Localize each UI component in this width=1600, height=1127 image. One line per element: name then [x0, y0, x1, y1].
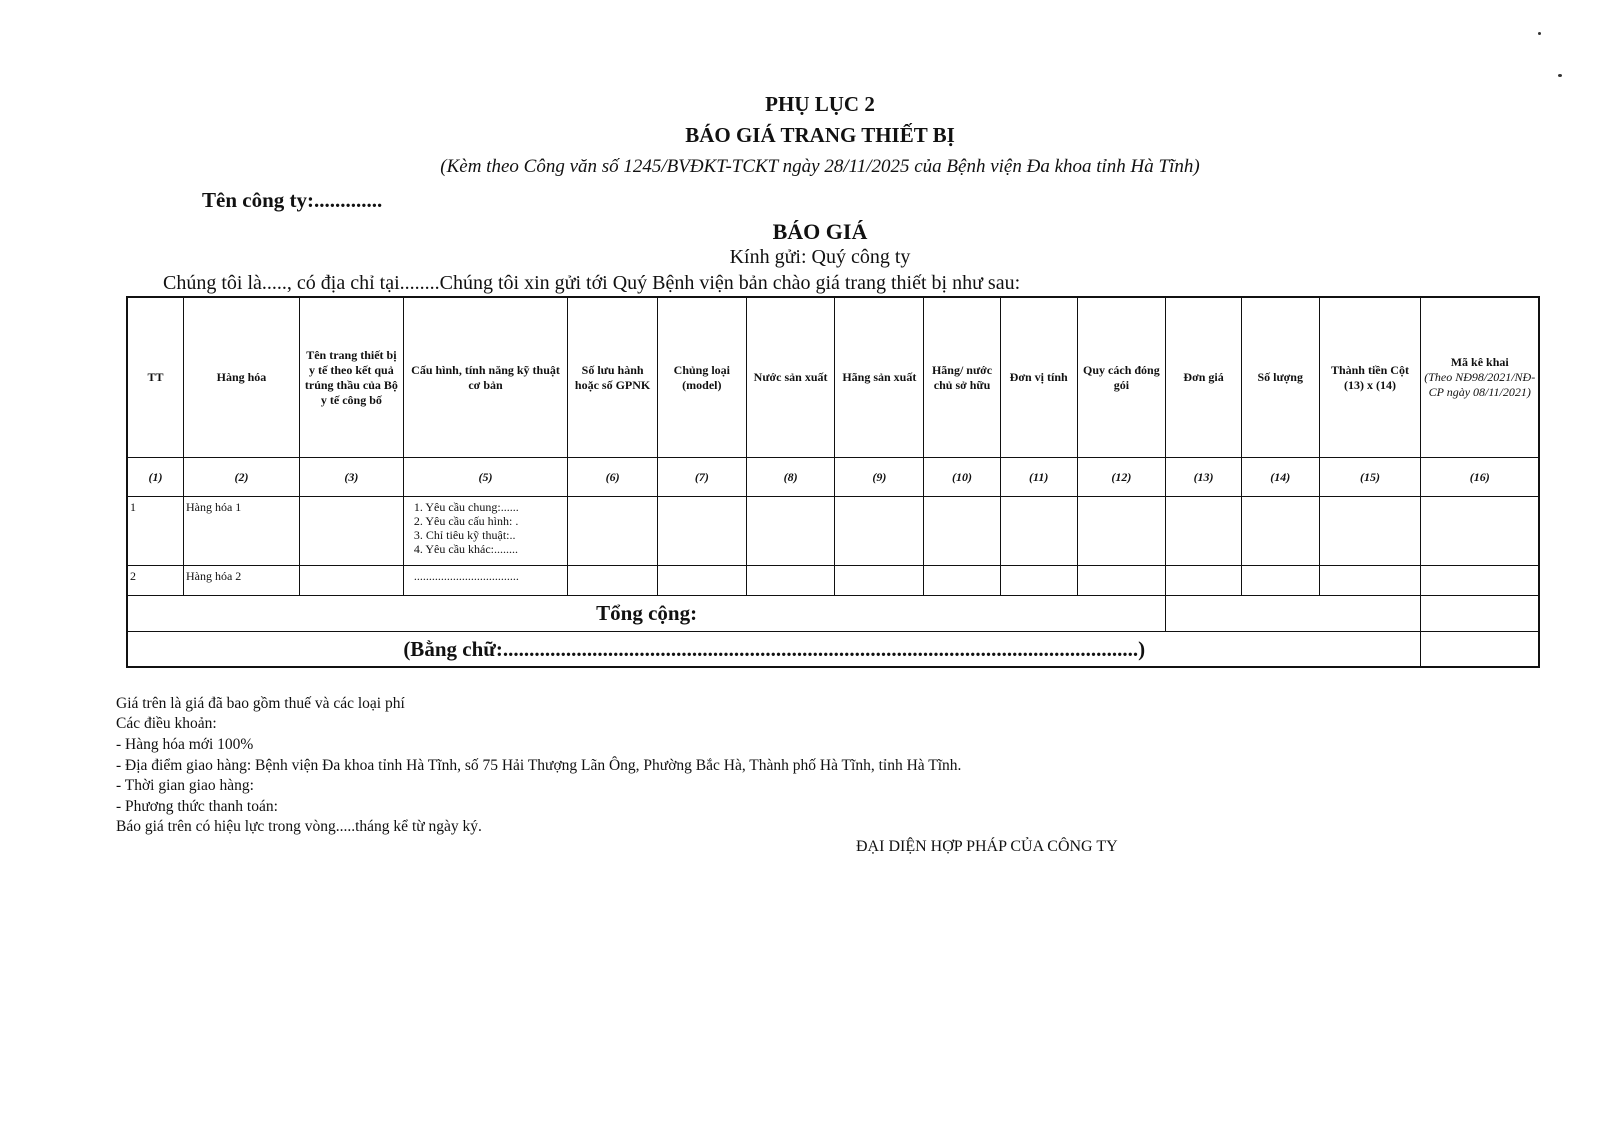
- requirement-config: 2. Yêu cầu cấu hình: .: [413, 514, 519, 528]
- column-number: (16): [1421, 458, 1539, 497]
- row-requirements: [403, 497, 567, 566]
- column-number: (2): [183, 458, 299, 497]
- header-config: Cấu hình, tính năng kỹ thuật cơ bản: [403, 297, 567, 458]
- row-quantity[interactable]: [1241, 497, 1319, 566]
- column-number: (12): [1077, 458, 1166, 497]
- requirement-technical: 3. Chỉ tiêu kỹ thuật:..: [413, 528, 516, 542]
- row-manufacturer[interactable]: [835, 497, 924, 566]
- column-number: (1): [127, 458, 183, 497]
- header-tt: TT: [127, 297, 183, 458]
- greeting-line: Kính gửi: Quý công ty: [729, 246, 911, 268]
- header-quantity: Số lượng: [1241, 297, 1319, 458]
- column-number: (15): [1319, 458, 1421, 497]
- config-dots: ...................................: [413, 569, 519, 583]
- row-manufacturer[interactable]: [835, 566, 924, 596]
- column-number: (9): [835, 458, 924, 497]
- declaration-code-label: Mã kê khai: [1450, 355, 1509, 369]
- declaration-code-note: (Theo NĐ98/2021/NĐ-CP ngày 08/11/2021): [1424, 370, 1536, 399]
- row-model[interactable]: [657, 566, 746, 596]
- note-payment-method: - Phương thức thanh toán:: [116, 798, 278, 815]
- header-amount: Thành tiền Cột (13) x (14): [1319, 297, 1421, 458]
- document-title: BÁO GIÁ TRANG THIẾT BỊ: [685, 123, 955, 147]
- signature-label: ĐẠI DIỆN HỢP PHÁP CỦA CÔNG TY: [856, 838, 1118, 855]
- row-country[interactable]: [746, 566, 835, 596]
- column-number: (14): [1241, 458, 1319, 497]
- table-row: [127, 566, 1539, 596]
- row-packing[interactable]: [1077, 497, 1166, 566]
- row-unit-price[interactable]: [1166, 497, 1242, 566]
- scan-speck: [1538, 32, 1541, 35]
- column-number: (6): [568, 458, 658, 497]
- row-license[interactable]: [568, 497, 658, 566]
- header-owner: Hãng/ nước chủ sở hữu: [924, 297, 1001, 458]
- header-model: Chủng loại (model): [657, 297, 746, 458]
- row-amount[interactable]: [1319, 497, 1421, 566]
- scan-speck: [1558, 74, 1562, 77]
- amount-in-words-row: [127, 632, 1539, 668]
- requirement-general: 1. Yêu cầu chung:......: [413, 500, 519, 514]
- intro-line: Chúng tôi là....., có địa chỉ tại........Chúng tôi xin gửi tới Quý Bệnh viện bản chào giá trang thiết bị như sau:: [163, 272, 1021, 294]
- words-extra-cell[interactable]: [1421, 632, 1539, 668]
- note-delivery-location: - Địa điểm giao hàng: Bệnh viện Đa khoa tỉnh Hà Tĩnh, số 75 Hải Thượng Lãn Ông, Phường Bắc Hà, Thành phố Hà Tĩnh, tỉnh Hà Tĩnh.: [116, 757, 962, 774]
- table-header-row: [127, 297, 1539, 458]
- row-owner[interactable]: [924, 497, 1001, 566]
- amount-in-words: (Bằng chữ:.........................................................................................................................): [127, 632, 1421, 668]
- appendix-title: PHỤ LỤC 2: [765, 92, 875, 116]
- row-tt: 1: [127, 497, 183, 566]
- total-declaration-cell[interactable]: [1421, 596, 1539, 632]
- requirement-other: 4. Yêu cầu khác:........: [413, 542, 519, 556]
- header-manufacturer: Hãng sản xuất: [835, 297, 924, 458]
- document-subtitle: (Kèm theo Công văn số 1245/BVĐKT-TCKT ngày 28/11/2025 của Bệnh viện Đa khoa tỉnh Hà Tĩnh): [440, 156, 1200, 177]
- header-goods: Hàng hóa: [183, 297, 299, 458]
- quote-table: [126, 296, 1540, 668]
- column-number: (8): [746, 458, 835, 497]
- column-number: (10): [924, 458, 1001, 497]
- row-unit[interactable]: [1000, 566, 1077, 596]
- quote-title: BÁO GIÁ: [772, 219, 868, 244]
- total-label: Tổng cộng:: [127, 596, 1166, 632]
- header-device-name: Tên trang thiết bị y tế theo kết quả trúng thầu của Bộ y tế công bố: [299, 297, 403, 458]
- note-validity: Báo giá trên có hiệu lực trong vòng.....tháng kể từ ngày ký.: [116, 818, 482, 835]
- row-declaration-code[interactable]: [1421, 497, 1539, 566]
- note-delivery-time: - Thời gian giao hàng:: [116, 777, 254, 794]
- row-amount[interactable]: [1319, 566, 1421, 596]
- row-goods: Hàng hóa 2: [183, 566, 299, 596]
- column-number: (13): [1166, 458, 1242, 497]
- column-number: (11): [1000, 458, 1077, 497]
- row-quantity[interactable]: [1241, 566, 1319, 596]
- row-country[interactable]: [746, 497, 835, 566]
- table-row: [127, 497, 1539, 566]
- column-number: (5): [403, 458, 567, 497]
- row-config-dots: [403, 566, 567, 596]
- total-row: [127, 596, 1539, 632]
- row-unit[interactable]: [1000, 497, 1077, 566]
- column-number-row: [127, 458, 1539, 497]
- row-owner[interactable]: [924, 566, 1001, 596]
- header-license: Số lưu hành hoặc số GPNK: [568, 297, 658, 458]
- header-packing: Quy cách đóng gói: [1077, 297, 1166, 458]
- row-packing[interactable]: [1077, 566, 1166, 596]
- row-tt: 2: [127, 566, 183, 596]
- note-price-includes-tax: Giá trên là giá đã bao gồm thuế và các loại phí: [116, 695, 405, 712]
- header-unit-price: Đơn giá: [1166, 297, 1242, 458]
- row-device-name[interactable]: [299, 566, 403, 596]
- header-country: Nước sản xuất: [746, 297, 835, 458]
- row-unit-price[interactable]: [1166, 566, 1242, 596]
- column-number: (7): [657, 458, 746, 497]
- header-unit: Đơn vị tính: [1000, 297, 1077, 458]
- company-name-line: Tên công ty:.............: [202, 188, 383, 212]
- row-license[interactable]: [568, 566, 658, 596]
- column-number: (3): [299, 458, 403, 497]
- row-model[interactable]: [657, 497, 746, 566]
- row-goods: Hàng hóa 1: [183, 497, 299, 566]
- row-device-name[interactable]: [299, 497, 403, 566]
- total-amount-cell[interactable]: [1166, 596, 1421, 632]
- note-terms-heading: Các điều khoản:: [116, 715, 217, 732]
- row-declaration-code[interactable]: [1421, 566, 1539, 596]
- header-declaration-code: [1421, 297, 1539, 458]
- note-new-goods: - Hàng hóa mới 100%: [116, 736, 254, 753]
